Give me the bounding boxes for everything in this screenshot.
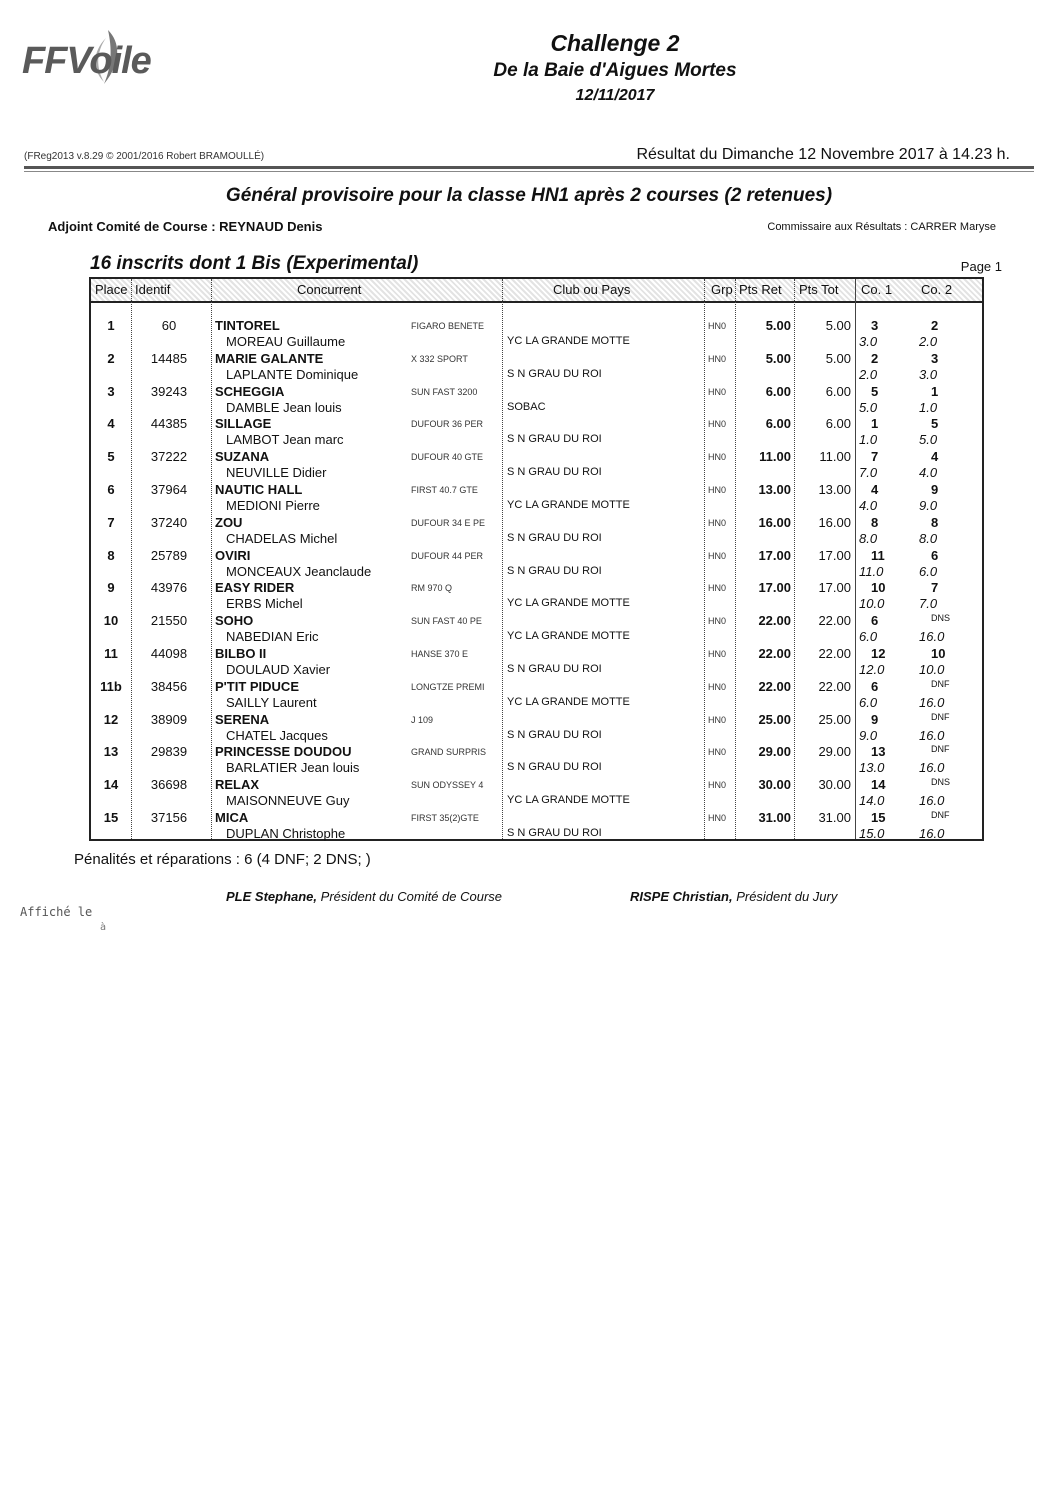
race2-score: 16.0 bbox=[919, 826, 945, 841]
race2-rank: 6 bbox=[931, 547, 939, 563]
table-header bbox=[91, 279, 982, 303]
place-cell: 2 bbox=[107, 350, 115, 366]
pts-tot-cell: 17.00 bbox=[818, 547, 851, 563]
group-cell: HN0 bbox=[708, 747, 727, 758]
club-name: YC LA GRANDE MOTTE bbox=[507, 630, 630, 643]
race1-score: 9.0 bbox=[859, 727, 878, 743]
col-club: Club ou Pays bbox=[553, 282, 631, 297]
race1-score: 14.0 bbox=[859, 793, 885, 809]
general-title: Général provisoire pour la classe HN1 après 2 courses (2 retenues) bbox=[225, 185, 833, 206]
club-name: S N GRAU DU ROI bbox=[507, 531, 602, 544]
place-cell: 15 bbox=[103, 810, 119, 825]
club-name: YC LA GRANDE MOTTE bbox=[507, 794, 630, 807]
race2-rank: 4 bbox=[931, 449, 939, 465]
event-title: Challenge 2 bbox=[550, 30, 680, 56]
table-row bbox=[91, 643, 982, 676]
race2-score: 8.0 bbox=[919, 530, 938, 546]
boat-name: SERENA bbox=[215, 711, 270, 727]
skipper-name: LAPLANTE Dominique bbox=[226, 366, 359, 382]
race2-score: 4.0 bbox=[919, 465, 938, 481]
race2-rank: DNS bbox=[931, 613, 951, 624]
boat-type: FIGARO BENETE bbox=[411, 321, 485, 331]
col-grp: Grp bbox=[711, 282, 733, 297]
race2-rank: DNF bbox=[931, 744, 950, 755]
race1-rank: 2 bbox=[871, 350, 879, 366]
pts-ret-cell: 5.00 bbox=[765, 350, 791, 366]
skipper-name: MAISONNEUVE Guy bbox=[226, 793, 350, 809]
table-row bbox=[91, 741, 982, 774]
col-co1: Co. 1 bbox=[861, 282, 893, 297]
pts-ret-cell: 16.00 bbox=[758, 514, 791, 530]
race2-rank: DNF bbox=[931, 810, 950, 820]
table-row bbox=[91, 348, 982, 381]
pts-ret-cell: 17.00 bbox=[758, 580, 791, 596]
ident-cell: 43976 bbox=[150, 580, 188, 596]
pts-tot-cell: 22.00 bbox=[818, 646, 851, 661]
boat-type: DUFOUR 40 GTE bbox=[411, 452, 484, 463]
skipper-name: ERBS Michel bbox=[226, 596, 303, 612]
col-place: Place bbox=[95, 282, 128, 297]
ident-cell: 39243 bbox=[150, 383, 188, 399]
skipper-name: CHATEL Jacques bbox=[226, 727, 328, 743]
pts-ret-cell: 22.00 bbox=[758, 678, 791, 694]
group-cell: HN0 bbox=[708, 452, 727, 463]
group-cell: HN0 bbox=[708, 583, 727, 594]
pts-tot-cell: 22.00 bbox=[818, 613, 851, 629]
race1-rank: 3 bbox=[871, 318, 879, 333]
boat-name: PRINCESSE DOUDOU bbox=[215, 744, 352, 760]
header-rule bbox=[24, 166, 1034, 169]
pts-tot-cell: 31.00 bbox=[818, 810, 851, 825]
group-cell: HN0 bbox=[708, 321, 727, 331]
race2-score: 16.0 bbox=[919, 629, 945, 645]
ident-cell: 44385 bbox=[150, 416, 188, 432]
logo-text: FFVoile bbox=[22, 40, 151, 82]
boat-type: FIRST 35(2)GTE bbox=[411, 813, 479, 823]
table-row bbox=[91, 807, 982, 840]
ident-cell: 60 bbox=[161, 318, 177, 333]
place-cell: 4 bbox=[107, 416, 115, 432]
pts-tot-cell: 22.00 bbox=[818, 678, 851, 694]
boat-type: DUFOUR 36 PER bbox=[411, 419, 484, 430]
pts-tot-cell: 6.00 bbox=[825, 383, 851, 399]
race1-rank: 11 bbox=[871, 547, 885, 563]
race1-score: 15.0 bbox=[859, 826, 885, 841]
commissaire-resultats: Commissaire aux Résultats : CARRER Maryse bbox=[767, 221, 996, 233]
pts-tot-cell: 16.00 bbox=[818, 514, 851, 530]
group-cell: HN0 bbox=[708, 550, 727, 561]
ident-cell: 44098 bbox=[150, 646, 188, 661]
race1-score: 8.0 bbox=[859, 530, 878, 546]
place-cell: 1 bbox=[107, 318, 115, 333]
event-date: 12/11/2017 bbox=[575, 87, 655, 104]
race1-score: 13.0 bbox=[859, 760, 885, 776]
boat-type: FIRST 40.7 GTE bbox=[411, 485, 478, 495]
pts-tot-cell: 30.00 bbox=[818, 777, 851, 793]
boat-name: BILBO II bbox=[215, 646, 267, 661]
race2-rank: 7 bbox=[931, 580, 939, 596]
boat-name: TINTOREL bbox=[215, 318, 280, 333]
boat-name: ZOU bbox=[215, 514, 243, 530]
race1-rank: 9 bbox=[871, 711, 879, 727]
race2-score: 5.0 bbox=[919, 432, 938, 448]
signature-comite bbox=[226, 889, 502, 904]
group-cell: HN0 bbox=[708, 517, 727, 528]
group-cell: HN0 bbox=[708, 386, 727, 397]
software-credit: (FReg2013 v.8.29 © 2001/2016 Robert BRAMOULLÉ) bbox=[24, 151, 265, 162]
race1-score: 7.0 bbox=[859, 465, 878, 481]
group-cell: HN0 bbox=[708, 813, 727, 823]
pts-tot-cell: 29.00 bbox=[818, 744, 851, 760]
pts-ret-cell: 31.00 bbox=[758, 810, 791, 825]
boat-name: P'TIT PIDUCE bbox=[215, 678, 299, 694]
boat-name: RELAX bbox=[215, 777, 260, 793]
ident-cell: 38909 bbox=[150, 711, 188, 727]
club-name: S N GRAU DU ROI bbox=[507, 827, 602, 839]
place-cell: 11b bbox=[100, 678, 122, 694]
results-table bbox=[89, 277, 984, 841]
race2-score: 6.0 bbox=[919, 563, 938, 579]
club-name: S N GRAU DU ROI bbox=[507, 761, 602, 774]
race2-score: 16.0 bbox=[919, 727, 945, 743]
place-cell: 12 bbox=[103, 711, 119, 727]
group-cell: HN0 bbox=[708, 780, 727, 791]
boat-type: RM 970 Q bbox=[411, 583, 453, 594]
comite-name: PLE Stephane, bbox=[226, 889, 318, 904]
boat-type: SUN FAST 40 PE bbox=[411, 616, 482, 627]
skipper-name: MONCEAUX Jeanclaude bbox=[226, 563, 372, 579]
race1-score: 6.0 bbox=[859, 694, 878, 710]
race2-score: 3.0 bbox=[919, 366, 938, 382]
pts-tot-cell: 5.00 bbox=[825, 350, 851, 366]
table-row bbox=[91, 610, 982, 643]
pts-ret-cell: 22.00 bbox=[758, 613, 791, 629]
race1-score: 5.0 bbox=[859, 399, 878, 415]
ident-cell: 37240 bbox=[150, 514, 188, 530]
boat-name: SUZANA bbox=[215, 449, 270, 465]
boat-name: OVIRI bbox=[215, 547, 251, 563]
entries-summary: 16 inscrits dont 1 Bis (Experimental) bbox=[90, 253, 419, 274]
col-pts-tot: Pts Tot bbox=[799, 282, 839, 297]
place-cell: 6 bbox=[107, 482, 115, 497]
skipper-name: LAMBOT Jean marc bbox=[226, 432, 344, 448]
table-row bbox=[91, 545, 982, 578]
ident-cell: 37156 bbox=[150, 810, 188, 825]
group-cell: HN0 bbox=[708, 353, 727, 364]
place-cell: 11 bbox=[104, 646, 118, 661]
skipper-name: CHADELAS Michel bbox=[226, 530, 338, 546]
place-cell: 3 bbox=[107, 383, 115, 399]
skipper-name: DAMBLE Jean louis bbox=[226, 399, 342, 415]
place-cell: 10 bbox=[103, 613, 119, 629]
race2-score: 16.0 bbox=[919, 694, 945, 710]
race2-score: 9.0 bbox=[919, 498, 938, 513]
race2-score: 16.0 bbox=[919, 793, 945, 809]
race2-rank: 5 bbox=[931, 416, 939, 432]
ident-cell: 29839 bbox=[150, 744, 188, 760]
boat-name: MARIE GALANTE bbox=[215, 350, 324, 366]
col-concurrent: Concurrent bbox=[297, 282, 362, 297]
race2-rank: DNF bbox=[931, 678, 950, 689]
skipper-name: DOULAUD Xavier bbox=[226, 662, 331, 677]
group-cell: HN0 bbox=[708, 649, 727, 659]
boat-name: MICA bbox=[215, 810, 249, 825]
club-name: S N GRAU DU ROI bbox=[507, 367, 602, 380]
table-row bbox=[91, 479, 982, 512]
race1-rank: 1 bbox=[871, 416, 879, 432]
race1-rank: 4 bbox=[871, 482, 879, 497]
race2-rank: 3 bbox=[931, 350, 939, 366]
boat-type: DUFOUR 34 E PE bbox=[411, 517, 486, 528]
table-row bbox=[91, 676, 982, 709]
skipper-name: MEDIONI Pierre bbox=[226, 498, 320, 513]
race2-score: 1.0 bbox=[919, 399, 938, 415]
race1-score: 12.0 bbox=[859, 662, 885, 677]
pts-ret-cell: 6.00 bbox=[765, 416, 791, 432]
club-name: YC LA GRANDE MOTTE bbox=[507, 499, 630, 511]
posted-at-label: à bbox=[100, 922, 107, 933]
race1-rank: 7 bbox=[871, 449, 879, 465]
club-name: S N GRAU DU ROI bbox=[507, 466, 602, 479]
pts-tot-cell: 25.00 bbox=[818, 711, 851, 727]
adjoint-comite: Adjoint Comité de Course : REYNAUD Denis bbox=[48, 219, 323, 234]
club-name: S N GRAU DU ROI bbox=[507, 728, 602, 741]
event-subtitle: De la Baie d'Aigues Mortes bbox=[493, 60, 737, 81]
jury-role: Président du Jury bbox=[732, 889, 838, 904]
boat-name: SILLAGE bbox=[215, 416, 272, 432]
page-number: Page 1 bbox=[960, 259, 1002, 274]
race1-rank: 12 bbox=[871, 646, 886, 661]
ident-cell: 37222 bbox=[150, 449, 188, 465]
col-pts-ret: Pts Ret bbox=[739, 282, 782, 297]
place-cell: 5 bbox=[107, 449, 115, 465]
group-cell: HN0 bbox=[708, 681, 727, 692]
race2-score: 10.0 bbox=[919, 662, 945, 677]
skipper-name: SAILLY Laurent bbox=[226, 694, 317, 710]
penalties-summary: Pénalités et réparations : 6 (4 DNF; 2 DNS; ) bbox=[74, 851, 371, 868]
skipper-name: NABEDIAN Eric bbox=[226, 629, 319, 645]
club-name: S N GRAU DU ROI bbox=[507, 433, 602, 446]
boat-name: EASY RIDER bbox=[215, 580, 295, 596]
club-name: YC LA GRANDE MOTTE bbox=[507, 335, 630, 347]
place-cell: 14 bbox=[103, 777, 119, 793]
place-cell: 13 bbox=[103, 744, 119, 760]
race1-rank: 6 bbox=[871, 678, 879, 694]
group-cell: HN0 bbox=[708, 419, 727, 430]
pts-ret-cell: 25.00 bbox=[758, 711, 791, 727]
race1-rank: 14 bbox=[871, 777, 886, 793]
race1-score: 6.0 bbox=[859, 629, 878, 645]
table-row bbox=[91, 709, 982, 742]
boat-type: LONGTZE PREMI bbox=[411, 681, 485, 692]
ident-cell: 25789 bbox=[150, 547, 188, 563]
boat-type: GRAND SURPRIS bbox=[411, 747, 487, 758]
race2-score: 2.0 bbox=[919, 334, 938, 349]
pts-ret-cell: 29.00 bbox=[758, 744, 791, 760]
col-co2: Co. 2 bbox=[921, 282, 953, 297]
ident-cell: 38456 bbox=[150, 678, 188, 694]
pts-tot-cell: 11.00 bbox=[819, 449, 851, 465]
pts-tot-cell: 13.00 bbox=[818, 482, 851, 497]
race1-score: 2.0 bbox=[859, 366, 878, 382]
ffvoile-logo bbox=[22, 28, 202, 88]
pts-tot-cell: 17.00 bbox=[818, 580, 851, 596]
race1-rank: 15 bbox=[871, 810, 886, 825]
race2-rank: 9 bbox=[931, 482, 939, 497]
boat-type: J 109 bbox=[411, 714, 434, 725]
race2-rank: 8 bbox=[931, 514, 939, 530]
boat-type: SUN ODYSSEY 4 bbox=[411, 780, 484, 791]
race2-rank: 2 bbox=[931, 318, 939, 333]
comite-role: Président du Comité de Course bbox=[317, 889, 503, 904]
race1-rank: 6 bbox=[871, 613, 879, 629]
boat-name: NAUTIC HALL bbox=[215, 482, 303, 497]
pts-tot-cell: 6.00 bbox=[825, 416, 851, 432]
pts-ret-cell: 11.00 bbox=[759, 449, 791, 465]
place-cell: 9 bbox=[107, 580, 115, 596]
race1-rank: 10 bbox=[871, 580, 886, 596]
boat-name: SCHEGGIA bbox=[215, 383, 285, 399]
club-name: S N GRAU DU ROI bbox=[507, 663, 602, 675]
group-cell: HN0 bbox=[708, 714, 727, 725]
result-timestamp: Résultat du Dimanche 12 Novembre 2017 à 14.23 h. bbox=[636, 146, 1010, 163]
place-cell: 8 bbox=[107, 547, 115, 563]
race1-rank: 13 bbox=[871, 744, 886, 760]
pts-ret-cell: 13.00 bbox=[758, 482, 791, 497]
race1-score: 10.0 bbox=[859, 596, 885, 612]
race2-score: 16.0 bbox=[919, 760, 945, 776]
boat-type: DUFOUR 44 PER bbox=[411, 550, 484, 561]
table-row bbox=[91, 512, 982, 545]
race2-score: 7.0 bbox=[919, 596, 938, 612]
header-rule-thin bbox=[24, 171, 1034, 172]
club-name: YC LA GRANDE MOTTE bbox=[507, 597, 630, 610]
col-ident: Identif bbox=[135, 282, 171, 297]
race1-rank: 5 bbox=[871, 383, 879, 399]
jury-name: RISPE Christian, bbox=[630, 889, 733, 904]
skipper-name: MOREAU Guillaume bbox=[226, 334, 346, 349]
pts-ret-cell: 17.00 bbox=[758, 547, 791, 563]
skipper-name: BARLATIER Jean louis bbox=[226, 760, 360, 776]
club-name: SOBAC bbox=[507, 400, 546, 413]
race2-rank: DNS bbox=[931, 777, 951, 788]
pts-ret-cell: 30.00 bbox=[758, 777, 791, 793]
race1-score: 4.0 bbox=[859, 498, 878, 513]
race1-score: 3.0 bbox=[859, 334, 878, 349]
ident-cell: 14485 bbox=[150, 350, 188, 366]
table-row bbox=[91, 381, 982, 414]
table-row bbox=[91, 577, 982, 610]
pts-ret-cell: 6.00 bbox=[765, 383, 791, 399]
race1-score: 1.0 bbox=[859, 432, 878, 448]
pts-tot-cell: 5.00 bbox=[825, 318, 851, 333]
club-name: YC LA GRANDE MOTTE bbox=[507, 695, 630, 708]
race2-rank: 1 bbox=[931, 383, 939, 399]
table-row bbox=[91, 774, 982, 807]
ident-cell: 37964 bbox=[150, 482, 188, 497]
table-row bbox=[91, 446, 982, 479]
boat-type: X 332 SPORT bbox=[411, 353, 468, 364]
race2-rank: DNF bbox=[931, 711, 950, 722]
skipper-name: DUPLAN Christophe bbox=[226, 826, 346, 841]
posted-on-label: Affiché le bbox=[20, 905, 93, 919]
table-row bbox=[91, 413, 982, 446]
pts-ret-cell: 22.00 bbox=[758, 646, 791, 661]
boat-type: SUN FAST 3200 bbox=[411, 386, 478, 397]
group-cell: HN0 bbox=[708, 616, 727, 627]
race1-rank: 8 bbox=[871, 514, 879, 530]
ident-cell: 21550 bbox=[150, 613, 188, 629]
ident-cell: 36698 bbox=[150, 777, 188, 793]
boat-type: HANSE 370 E bbox=[411, 649, 469, 659]
pts-ret-cell: 5.00 bbox=[765, 318, 791, 333]
place-cell: 7 bbox=[107, 514, 115, 530]
race1-score: 11.0 bbox=[859, 563, 884, 579]
boat-name: SOHO bbox=[215, 613, 254, 629]
signature-jury bbox=[630, 889, 837, 904]
skipper-name: NEUVILLE Didier bbox=[226, 465, 327, 481]
group-cell: HN0 bbox=[708, 485, 727, 495]
race2-rank: 10 bbox=[931, 646, 946, 661]
club-name: S N GRAU DU ROI bbox=[507, 564, 602, 577]
table-row bbox=[91, 315, 982, 348]
